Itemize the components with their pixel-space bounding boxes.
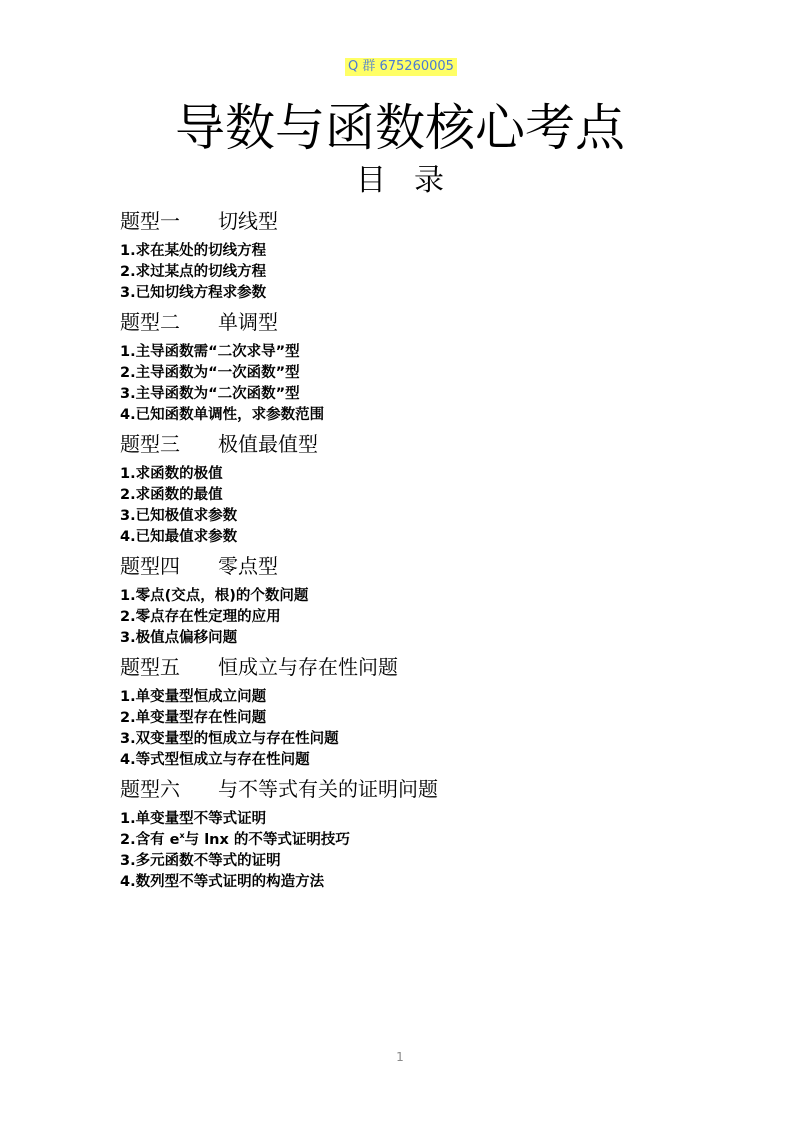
section-label: 题型二 (120, 310, 180, 334)
page-number: 1 (396, 1050, 404, 1064)
section-heading-6 (120, 774, 740, 804)
section-items-6 (120, 809, 740, 893)
list-item: 2.求过某点的切线方程 (120, 264, 267, 280)
list-item-exponential (120, 830, 740, 851)
exponent-x: x (179, 831, 185, 841)
section-heading-2 (120, 307, 740, 337)
toc-title: 目录 (356, 163, 472, 198)
section-heading-5 (120, 652, 740, 682)
section-label: 题型一 (120, 209, 180, 233)
section-items-1 (120, 241, 740, 304)
section-heading-3 (120, 429, 740, 459)
list-item: 1.零点(交点，根)的个数问题 (120, 588, 309, 604)
list-item: 2.求函数的最值 (120, 487, 223, 503)
list-item: 1.主导函数需“二次求导”型 (120, 344, 300, 360)
section-title: 极值最值型 (218, 432, 318, 456)
item-prefix: 2.含有 e (120, 832, 180, 848)
list-item: 1.求在某处的切线方程 (120, 243, 267, 259)
item-suffix: 与 lnx 的不等式证明技巧 (184, 832, 350, 848)
section-title: 与不等式有关的证明问题 (218, 777, 438, 801)
section-items-2 (120, 342, 740, 426)
section-label: 题型五 (120, 655, 180, 679)
section-label: 题型四 (120, 554, 180, 578)
section-title: 恒成立与存在性问题 (218, 655, 398, 679)
section-items-3 (120, 464, 740, 548)
section-title: 单调型 (218, 310, 278, 334)
list-item: 2.单变量型存在性问题 (120, 710, 267, 726)
page-title: 导数与函数核心考点 (175, 99, 625, 157)
list-item: 3.极值点偏移问题 (120, 630, 238, 646)
section-items-5 (120, 687, 740, 771)
list-item: 3.已知极值求参数 (120, 508, 238, 524)
list-item: 4.数列型不等式证明的构造方法 (120, 874, 325, 890)
list-item: 4.已知函数单调性，求参数范围 (120, 407, 325, 423)
section-heading-4 (120, 551, 740, 581)
list-item: 1.求函数的极值 (120, 466, 223, 482)
qq-group-tag: Q 群 675260005 (345, 58, 457, 76)
list-item: 2.零点存在性定理的应用 (120, 609, 281, 625)
list-item: 3.双变量型的恒成立与存在性问题 (120, 731, 339, 747)
section-label: 题型三 (120, 432, 180, 456)
list-item: 2.主导函数为“一次函数”型 (120, 365, 300, 381)
section-label: 题型六 (120, 777, 180, 801)
section-title: 切线型 (218, 209, 278, 233)
section-title: 零点型 (218, 554, 278, 578)
list-item: 3.主导函数为“二次函数”型 (120, 386, 300, 402)
section-heading-1 (120, 206, 740, 236)
section-items-4 (120, 586, 740, 649)
list-item: 1.单变量型恒成立问题 (120, 689, 267, 705)
list-item: 4.已知最值求参数 (120, 529, 238, 545)
list-item: 4.等式型恒成立与存在性问题 (120, 752, 310, 768)
list-item: 1.单变量型不等式证明 (120, 811, 267, 827)
list-item: 3.已知切线方程求参数 (120, 285, 267, 301)
table-of-contents (120, 206, 740, 893)
list-item: 3.多元函数不等式的证明 (120, 853, 281, 869)
